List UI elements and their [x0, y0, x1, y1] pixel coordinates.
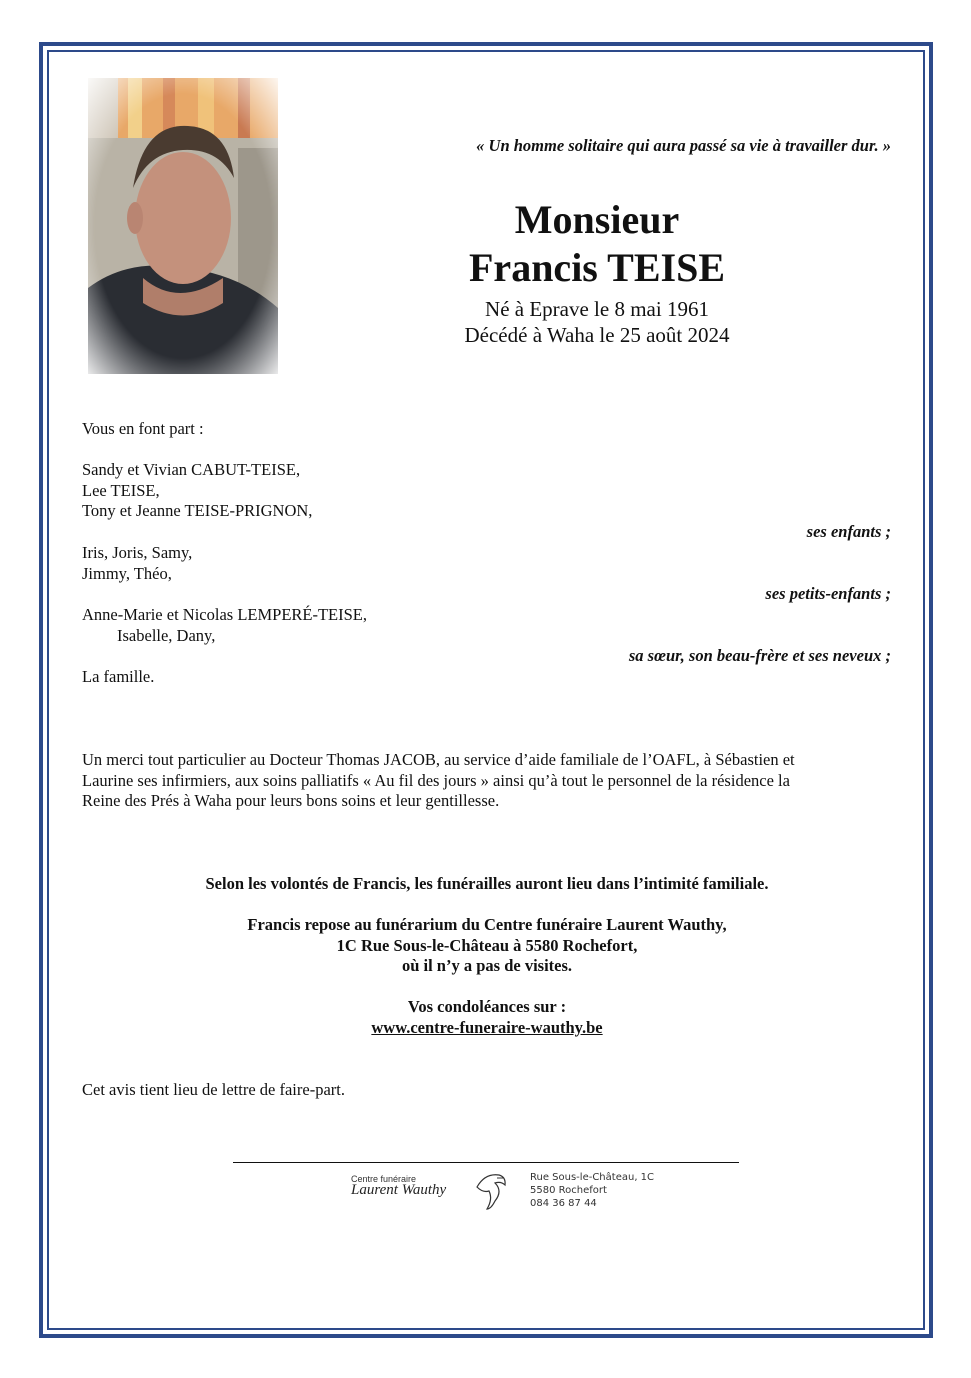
- birth-line: Né à Eprave le 8 mai 1961: [485, 297, 709, 321]
- family-line: La famille.: [82, 667, 155, 686]
- list-item: Sandy et Vivian CABUT-TEISE,: [82, 460, 301, 479]
- children-list: [82, 460, 312, 522]
- grandchildren-label: ses petits-enfants ;: [765, 584, 891, 603]
- list-item: Iris, Joris, Samy,: [82, 543, 193, 562]
- thanks-line: Laurine ses infirmiers, aux soins palliatifs « Au fil des jours » ainsi qu’à tout le personnel de la résidence la: [82, 770, 790, 790]
- thanks-line: Reine des Prés à Waha pour leurs bons soins et leur gentillesse.: [82, 791, 500, 811]
- rest-line: Francis repose au funérarium du Centre funéraire Laurent Wauthy,: [247, 915, 727, 934]
- list-item: Anne-Marie et Nicolas LEMPERÉ-TEISE,: [82, 605, 368, 624]
- logo-small-text: Centre funéraire: [351, 1174, 417, 1184]
- closing-note: Cet avis tient lieu de lettre de faire-part.: [82, 1080, 345, 1099]
- footer-address: [530, 1171, 654, 1210]
- funeral-home-logo: [345, 1167, 657, 1213]
- list-item: Tony et Jeanne TEISE-PRIGNON,: [82, 501, 313, 521]
- logo-script-text: Laurent Wauthy: [351, 1182, 447, 1198]
- address-line: 084 36 87 44: [530, 1198, 597, 1209]
- address-line: 5580 Rochefort: [530, 1185, 607, 1196]
- website-link[interactable]: www.centre-funeraire-wauthy.be: [371, 1017, 603, 1037]
- dove-icon: [473, 1169, 509, 1211]
- rest-line: 1C Rue Sous-le-Château à 5580 Rochefort,: [336, 935, 638, 955]
- sister-label: sa sœur, son beau-frère et ses neveux ;: [628, 646, 891, 665]
- funeral-wishes: Selon les volontés de Francis, les funérailles auront lieu dans l’intimité familiale.: [205, 874, 769, 893]
- address-line: Rue Sous-le-Château, 1C: [530, 1172, 655, 1183]
- thanks-paragraph: [82, 750, 795, 812]
- portrait-photo: [88, 78, 278, 374]
- epigraph-quote: « Un homme solitaire qui aura passé sa vie à travailler dur. »: [476, 136, 891, 155]
- grandchildren-list: [82, 543, 192, 584]
- deceased-heading: [400, 196, 794, 348]
- sister-list: [82, 605, 367, 646]
- children-label: ses enfants ;: [806, 522, 891, 541]
- honorific: Monsieur: [514, 197, 680, 242]
- list-item: Isabelle, Dany,: [117, 625, 216, 645]
- list-item: Jimmy, Théo,: [82, 563, 172, 583]
- list-item: Lee TEISE,: [82, 480, 160, 500]
- condolences-block: [82, 997, 892, 1038]
- footer-divider: [233, 1162, 739, 1163]
- condolences-label: Vos condoléances sur :: [407, 997, 567, 1016]
- intro-text: Vous en font part :: [82, 419, 204, 438]
- thanks-line: Un merci tout particulier au Docteur Thomas JACOB, au service d’aide familiale de l’OAFL, à Sébastien et: [82, 750, 795, 769]
- deceased-name: Francis TEISE: [469, 245, 725, 290]
- death-line: Décédé à Waha le 25 août 2024: [464, 323, 730, 347]
- rest-line: où il n’y a pas de visites.: [401, 956, 573, 976]
- rest-info: [82, 915, 892, 977]
